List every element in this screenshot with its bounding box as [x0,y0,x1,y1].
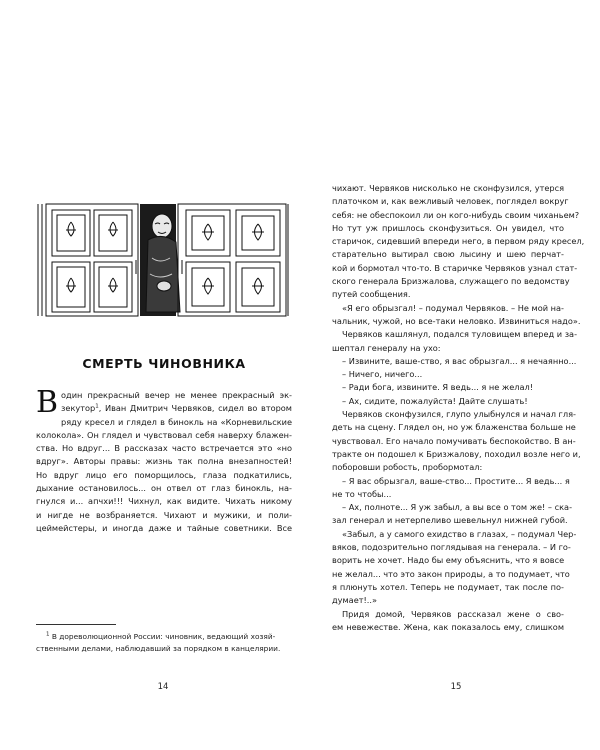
text-line: тракте он подошел к Бризжалову, походил возле него и, [332,448,581,459]
text-line: не то чтобы... [332,488,392,499]
text-line: ства. Но вдруг... В рассказах часто встречается это «но [36,443,292,454]
text-line: и нигде не возбраняется. Чихают и мужики, и поли- [36,509,292,520]
text-line: кой и бормотал что-то. В старичке Червяков узнал стат- [332,262,578,273]
drop-cap: В [36,385,59,420]
text-line: дыхание остановилось... он отвел от глаз бинокль, на- [36,483,292,494]
text-line: старичок, сидевший впереди него, в первом ряду кресел, [332,236,585,247]
text-line: чувствовал. Его начало помучивать беспокойство. В ан- [332,435,576,446]
text-line: – Ах, полноте... Я уж забыл, а вы все о том же! – ска- [342,502,573,513]
text-line: чихают. Червяков нисколько не сконфузился, утерся [332,183,564,193]
text-line: не желал... что это закон природы, а то подумает, что [332,568,570,579]
text-line: шептал генералу на ухо: [332,342,441,353]
text-line: деть на сцену. Глядел он, но уж блаженства больше не [332,422,576,433]
footnote-mark: 1 [46,631,50,638]
footnote-line: ственными делами, наблюдавший за порядком в канцелярии. [36,644,281,653]
text-line: цеймейстеры, и иногда даже и тайные советники. Все [36,522,292,533]
text-line: я плюнуть хотел. Теперь не подумает, так после по- [332,581,564,592]
text-line: – Я вас обрызгал, ваше-ство... Простите... Я ведь... я [342,475,570,486]
text-line: гнулся и... апчхи!!! Чихнул, как видите. Чихать никому [36,496,292,507]
footnote-line: $^1$ В дореволюционной России: чиновник, ведающий хозяй- [46,631,276,641]
text-line: думает!..» [332,595,378,606]
text-line: Но тут уж пришлось сконфузиться. Он увидел, что [332,222,564,233]
text-line: вдруг». Авторы правы: жизнь так полна внезапностей! [36,456,292,467]
footnote-ref: 1 [95,403,99,410]
text-line: чальник, чужой, но все-таки неловко. Извиниться надо». [332,315,581,326]
page-number-right: 15 [450,682,462,692]
page-number-left: 14 [157,682,169,692]
text-line: поборовши робость, пробормотал: [332,462,483,473]
text-line: – Ах, сидите, пожалуйста! Дайте слушать! [342,395,528,406]
footnote-divider [36,624,116,625]
text-line: колокола». Он глядел и чувствовал себя наверху блажен- [36,429,292,440]
right-page-text [332,182,585,634]
footnote [36,631,292,655]
story-title: СМЕРТЬ ЧИНОВНИКА [82,356,246,371]
text-line: Червяков сконфузился, глупо улыбнулся и начал гля- [342,409,576,420]
text-line: Червяков кашлянул, подался туловищем вперед и за- [342,329,578,340]
left-page-text [36,385,292,535]
text-line: старательно вытирал свою лысину и шею перчат- [332,249,564,260]
text-line: зекутор$^1$, Иван Дмитрич Червяков, сидел во втором [61,403,292,414]
text-line: «Забыл, а у самого ехидство в глазах, – подумал Чер- [342,528,577,539]
text-line: вяков, подозрительно поглядывая на генерала. – И го- [332,542,571,553]
text-line: себя: не обеспокоил ли он кого-нибудь своим чиханьем? [332,209,580,220]
text-line: Но вдруг лицо его поморщилось, глаза подкатились, [36,469,292,480]
text-line: – Извините, ваше-ство, я вас обрызгал... я нечаянно... [342,355,577,366]
text-line: – Ради бога, извините. Я ведь... я не желал! [342,382,534,393]
text-line: ворить не хочет. Надо бы ему объяснить, что я вовсе [332,555,565,566]
text-line: ем невежестве. Жена, как показалось ему, слишком [332,621,564,632]
text-line: «Я его обрызгал! – подумал Червяков. – Не мой на- [342,302,564,313]
text-line: ряду кресел и глядел в бинокль на «Корневильские [61,416,292,427]
text-line: – Ничего, ничего... [342,369,423,380]
text-line: платочком и, как вежливый человек, поглядел вокруг [332,196,569,207]
text-line: путей сообщения. [332,289,411,300]
text-line: Придя домой, Червяков рассказал жене о сво- [342,608,564,619]
text-line: один прекрасный вечер не менее прекрасный эк- [61,390,292,400]
text-line: зал генерал и нетерпеливо шевельнул нижней губой. [332,515,568,526]
text-line: ского генерала Бризжалова, служащего по ведомству [332,276,570,287]
illustration-door-scene [36,200,292,320]
